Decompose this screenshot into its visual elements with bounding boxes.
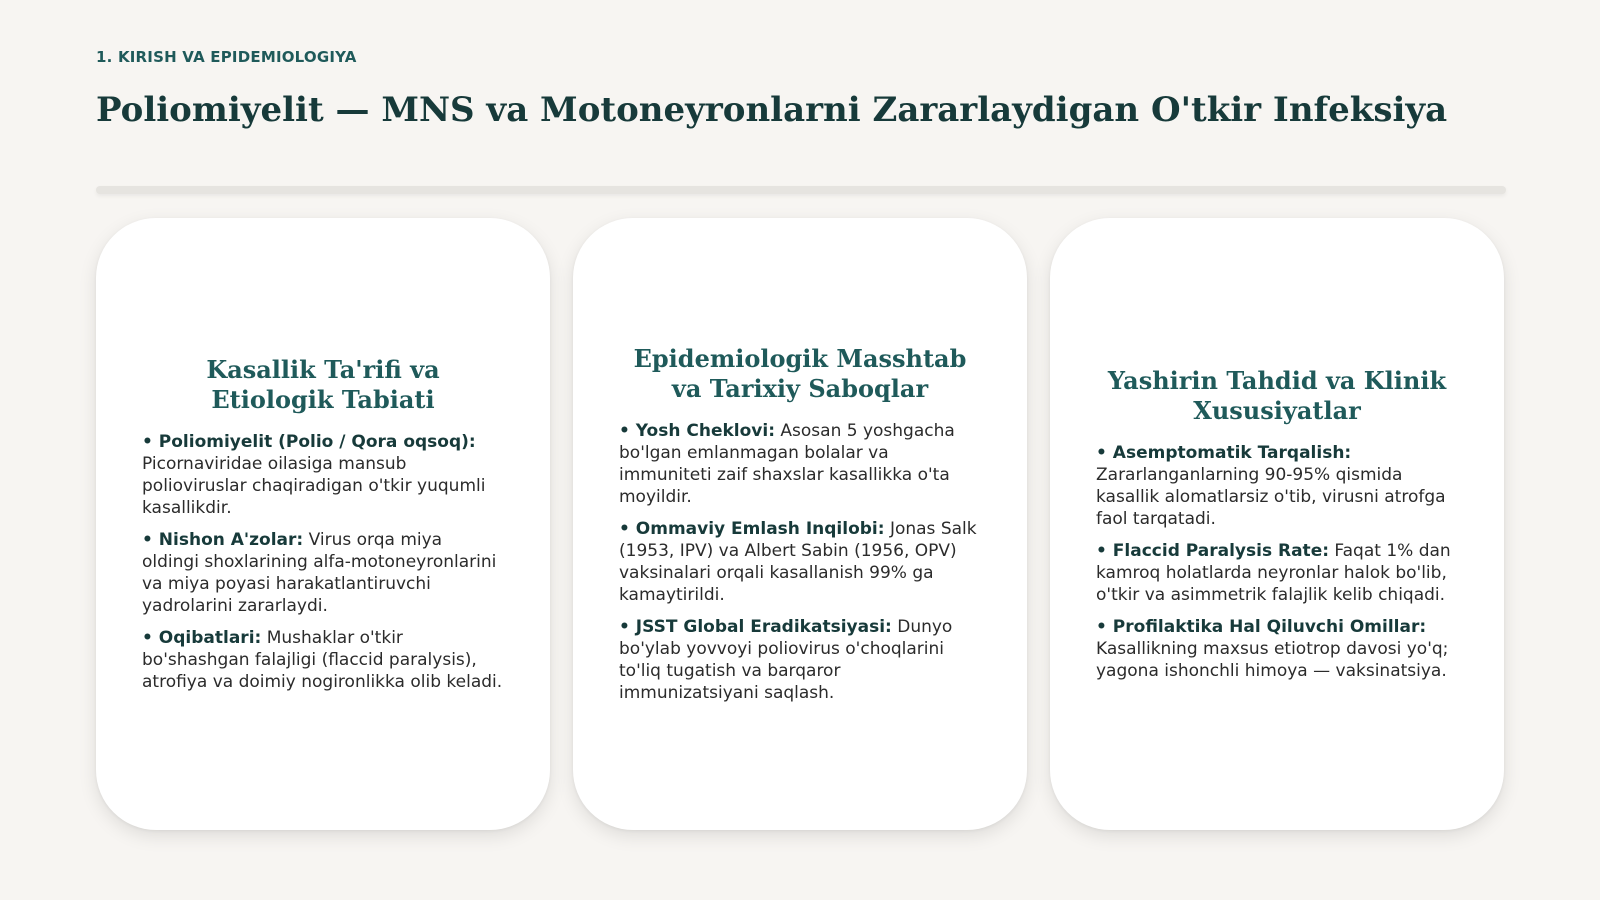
bullet-text: Dunyo bo'ylab yovvoyi poliovirus o'choqlarini to'liq tugatish va barqaror immunizatsiyani saqlash. [619, 617, 953, 703]
card-title: Kasallik Ta'rifi va Etiologik Tabiati [206, 355, 440, 414]
bullet-item: • Profilaktika Hal Qiluvchi Omillar: Kasallikning maxsus etiotrop davosi yo'q; yagona ishonchli himoya — vaksinatsiya. [1096, 617, 1449, 681]
bullet-term: Flaccid Paralysis Rate: [1112, 541, 1330, 561]
bullet-item: • Flaccid Paralysis Rate: Faqat 1% dan kamroq holatlarda neyronlar halok bo'lib, o'tkir va asimmetrik falajlik kelib chiqadi. [1096, 541, 1451, 605]
bullet-text: Zararlanganlarning 90-95% qismida kasallik alomatlarsiz o'tib, virusni atrofga faol tarqatadi. [1096, 465, 1446, 529]
bullet-text: Virus orqa miya oldingi shoxlarining alfa-motoneyronlarini va miya poyasi harakatlantiruvchi yadrolarini zararlaydi. [142, 530, 497, 616]
bullet-term: Profilaktika Hal Qiluvchi Omillar: [1112, 617, 1427, 637]
card-title: Yashirin Tahdid va Klinik Xususiyatlar [1107, 366, 1447, 425]
bullet-item: • Ommaviy Emlash Inqilobi: Jonas Salk (1953, IPV) va Albert Sabin (1956, OPV) vaksinalari orqali kasallanish 99% ga kamaytirildi. [619, 519, 977, 605]
title-divider [96, 186, 1506, 194]
bullet-term: Nishon A'zolar: [158, 530, 304, 550]
section-label: 1. KIRISH VA EPIDEMIOLOGIYA [96, 48, 357, 66]
info-cards [96, 218, 1506, 830]
card-title: Epidemiologik Masshtab va Tarixiy Saboqlar [633, 344, 967, 403]
bullet-text: Picornaviridae oilasiga mansub polioviruslar chaqiradigan o'tkir yuqumli kasallikdir. [142, 454, 486, 518]
bullet-text: Kasallikning maxsus etiotrop davosi yo'q; yagona ishonchli himoya — vaksinatsiya. [1096, 639, 1449, 681]
bullet-text: Jonas Salk (1953, IPV) va Albert Sabin (1956, OPV) vaksinalari orqali kasallanish 99% ga kamaytirildi. [619, 519, 977, 605]
bullet-text: Mushaklar o'tkir bo'shashgan falajligi (flaccid paralysis), atrofiya va doimiy nogironlikka olib keladi. [142, 628, 503, 692]
page-title: Poliomiyelit — MNS va Motoneyronlarni Zararlaydigan O'tkir Infeksiya [96, 90, 1448, 130]
bullet-text: Asosan 5 yoshgacha bo'lgan emlanmagan bolalar va immuniteti zaif shaxslar kasallikka o'ta moyildir. [619, 421, 955, 507]
bullet-term: Poliomiyelit (Polio / Qora oqsoq): [158, 432, 476, 452]
bullet-item: • Yosh Cheklovi: Asosan 5 yoshgacha bo'lgan emlanmagan bolalar va immuniteti zaif shaxslar kasallikka o'ta moyildir. [619, 421, 955, 507]
bullet-item: • Poliomiyelit (Polio / Qora oqsoq): Picornaviridae oilasiga mansub polioviruslar chaqiradigan o'tkir yuqumli kasallikdir. [142, 432, 486, 518]
bullet-item: • Oqibatlari: Mushaklar o'tkir bo'shashgan falajligi (flaccid paralysis), atrofiya va doimiy nogironlikka olib keladi. [142, 628, 503, 692]
bullet-term: JSST Global Eradikatsiyasi: [635, 617, 892, 637]
card-epidemiology [573, 218, 1027, 830]
bullet-term: Yosh Cheklovi: [635, 421, 775, 441]
card-disease-definition [96, 218, 550, 830]
bullet-term: Asemptomatik Tarqalish: [1112, 443, 1352, 463]
card-clinical-features [1050, 218, 1504, 830]
bullet-term: Oqibatlari: [158, 628, 262, 648]
bullet-item: • JSST Global Eradikatsiyasi: Dunyo bo'ylab yovvoyi poliovirus o'choqlarini to'liq tugatish va barqaror immunizatsiyani saqlash. [619, 617, 953, 703]
bullet-item: • Asemptomatik Tarqalish: Zararlanganlarning 90-95% qismida kasallik alomatlarsiz o'tib, virusni atrofga faol tarqatadi. [1096, 443, 1446, 529]
bullet-item: • Nishon A'zolar: Virus orqa miya oldingi shoxlarining alfa-motoneyronlarini va miya poyasi harakatlantiruvchi yadrolarini zararlaydi. [142, 530, 497, 616]
bullet-text: Faqat 1% dan kamroq holatlarda neyronlar halok bo'lib, o'tkir va asimmetrik falajlik kelib chiqadi. [1096, 541, 1451, 605]
bullet-term: Ommaviy Emlash Inqilobi: [635, 519, 885, 539]
